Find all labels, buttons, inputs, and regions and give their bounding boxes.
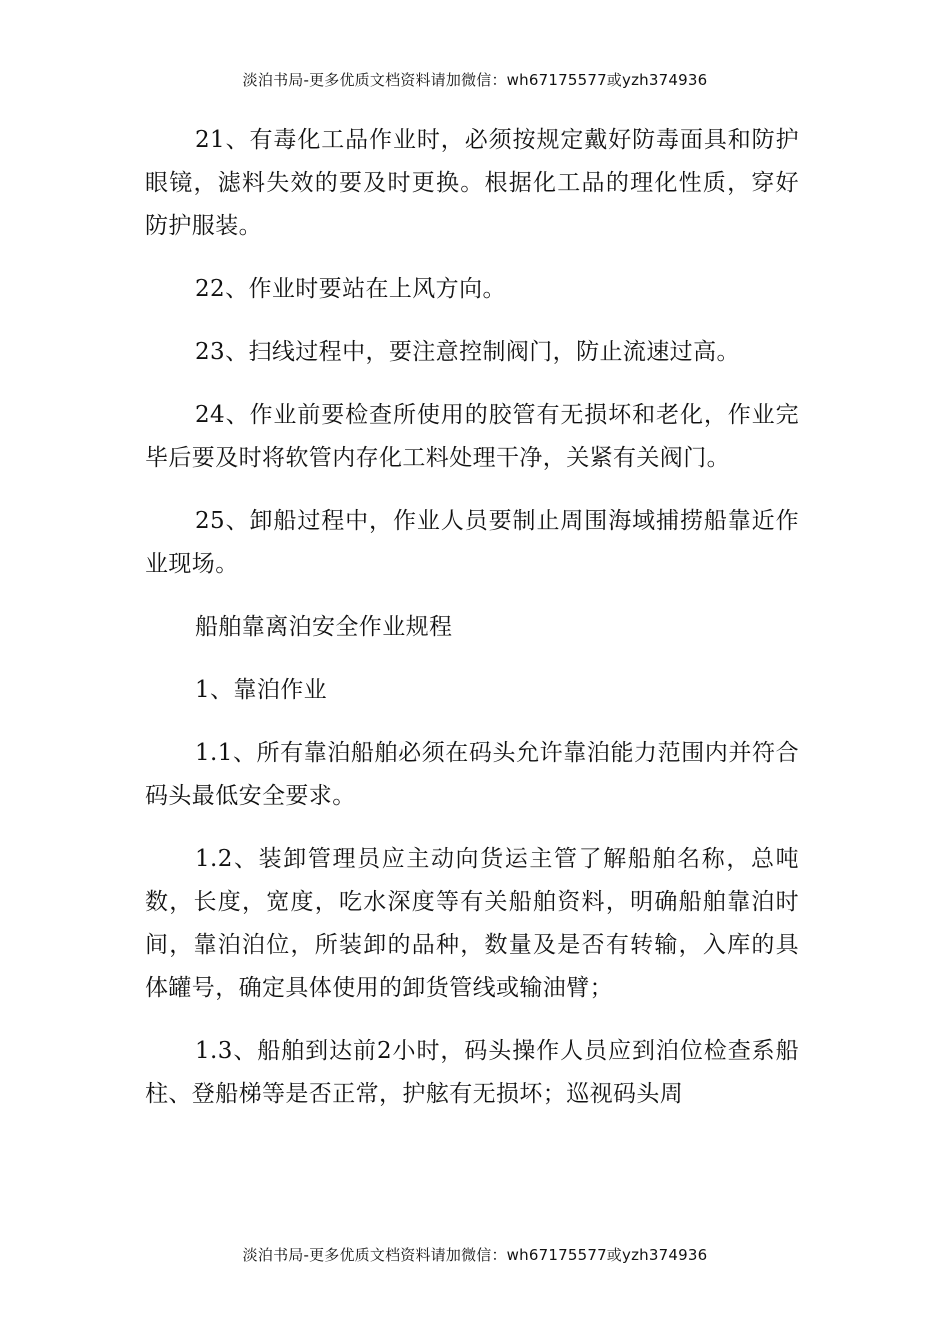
paragraph-1-2: 1.2、装卸管理员应主动向货运主管了解船舶名称，总吨数，长度，宽度，吃水深度等有关船舶资料，明确船舶靠泊时间，靠泊泊位，所装卸的品种，数量及是否有转输，入库的具体罐号，确定具体使用的卸货管线或输油臂； (145, 846, 799, 1001)
page-header-watermark: 淡泊书局-更多优质文档资料请加微信：wh67175577或yzh374936 (242, 71, 708, 89)
paragraph-23: 23、扫线过程中，要注意控制阀门，防止流速过高。 (195, 339, 740, 365)
paragraph-25: 25、卸船过程中，作业人员要制止周围海域捕捞船靠近作业现场。 (145, 508, 799, 577)
page-footer-watermark: 淡泊书局-更多优质文档资料请加微信：wh67175577或yzh374936 (242, 1246, 708, 1264)
paragraph-24: 24、作业前要检查所使用的胶管有无损坏和老化，作业完毕后要及时将软管内存化工料处理干净，关紧有关阀门。 (145, 402, 799, 471)
paragraph-1-3: 1.3、船舶到达前2小时，码头操作人员应到泊位检查系船柱、登船梯等是否正常，护舷有无损坏；巡视码头周 (145, 1038, 799, 1107)
paragraph-1-1: 1.1、所有靠泊船舶必须在码头允许靠泊能力范围内并符合码头最低安全要求。 (145, 740, 799, 809)
paragraph-21: 21、有毒化工品作业时，必须按规定戴好防毒面具和防护眼镜，滤料失效的要及时更换。根据化工品的理化性质，穿好防护服装。 (145, 127, 799, 239)
subsection-heading: 1、靠泊作业 (195, 677, 328, 703)
section-title: 船舶靠离泊安全作业规程 (195, 614, 453, 640)
paragraph-22: 22、作业时要站在上风方向。 (195, 276, 506, 302)
document-body (145, 119, 799, 1136)
